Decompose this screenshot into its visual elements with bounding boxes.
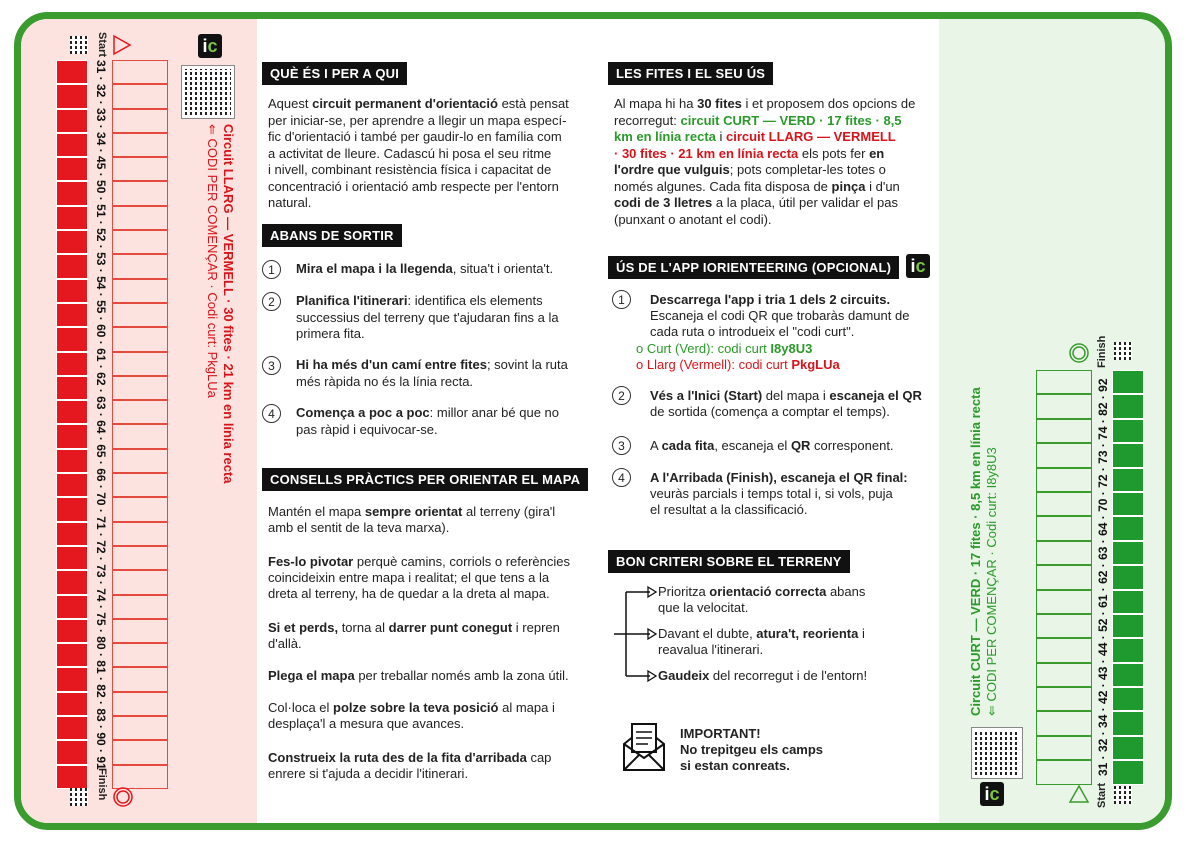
finish-qr-small[interactable]: [70, 788, 88, 806]
text-line: [296, 357, 576, 374]
text-run: recorregut:: [614, 112, 681, 128]
section-title-app: ÚS DE L'APP IORIENTEERING (OPCIONAL): [608, 256, 899, 279]
answer-box: [1112, 736, 1144, 760]
text-run: escaneja el QR: [829, 388, 922, 403]
answer-box: [56, 400, 88, 424]
text-run: torna al: [338, 620, 389, 635]
text-run: Prioritza: [658, 584, 710, 599]
answer-box: [1112, 394, 1144, 418]
answer-box: [1036, 711, 1092, 735]
text-run: i d'un: [865, 178, 900, 194]
text-run: km en línia recta: [614, 129, 716, 144]
text-line: [268, 129, 588, 146]
answer-box: [1112, 711, 1144, 735]
answer-box: [1036, 687, 1092, 711]
answer-box: [112, 230, 168, 254]
step-number: 4: [262, 404, 281, 423]
text-run: corresponent.: [810, 438, 894, 453]
answer-boxes-filled: [56, 60, 88, 789]
text-line: [296, 261, 576, 278]
answer-box: [112, 473, 168, 497]
text-line: [268, 504, 598, 521]
text-line: [614, 146, 944, 163]
text-run: circuit permanent d'orientació: [312, 96, 498, 111]
finish-qr-small[interactable]: [1114, 342, 1132, 360]
answer-box: [112, 740, 168, 764]
answer-box: [56, 206, 88, 230]
answer-box: [1112, 370, 1144, 394]
answer-box: [56, 473, 88, 497]
text-line: [268, 554, 570, 571]
answer-box: [112, 181, 168, 205]
answer-box: [112, 109, 168, 133]
answer-box: [56, 667, 88, 691]
step-number: 1: [612, 290, 631, 309]
text-run: o Llarg (Vermell): codi curt: [636, 357, 792, 372]
step-number: 3: [612, 436, 631, 455]
answer-box: [1036, 370, 1092, 394]
text-line: [614, 195, 944, 212]
answer-box: [56, 643, 88, 667]
text-run: està pensat: [497, 96, 569, 111]
text-run: , situa't i orienta't.: [452, 261, 554, 276]
text-run: circuit LLARG — VERMELL: [726, 129, 896, 144]
text-run: cada fita: [661, 438, 715, 453]
text-run: fic d'orientació i també per gaudir-lo en família com: [268, 129, 562, 144]
abans-item: [296, 405, 576, 438]
text-run: codi de 3 lletres: [614, 195, 713, 210]
text-line: desplaça'l a mesura que avances.: [268, 716, 465, 731]
answer-box: [1036, 492, 1092, 516]
text-run: a activitat de lleure. Cadascú hi posa el seu ritme: [268, 145, 552, 161]
abans-item: [296, 357, 576, 390]
text-line: [614, 212, 944, 229]
answer-box: [112, 522, 168, 546]
answer-box: [112, 303, 168, 327]
text-line: el resultat a la classificació.: [650, 502, 808, 517]
answer-box: [112, 60, 168, 84]
text-run: Fes-lo pivotar: [268, 554, 354, 569]
text-run: A: [650, 438, 662, 453]
text-line: pas ràpid i equivocar-se.: [296, 421, 438, 437]
answer-box: [1036, 760, 1092, 784]
text-line: [268, 146, 588, 163]
answer-box: [112, 643, 168, 667]
text-run: ; sovint la ruta: [486, 357, 568, 372]
answer-box: [1036, 443, 1092, 467]
text-run: natural.: [268, 195, 312, 210]
important-line: si estan conreats.: [680, 758, 790, 773]
text-run: Si et perds,: [268, 620, 339, 635]
text-run: concentració i orientació amb respecte per l'entorn: [268, 178, 559, 194]
text-line: [650, 388, 922, 405]
answer-box: [1112, 638, 1144, 662]
text-run: Col·loca el: [268, 700, 334, 715]
text-line: [614, 113, 944, 130]
text-run: pinça: [831, 178, 866, 194]
answer-box: [112, 570, 168, 594]
answer-box: [56, 546, 88, 570]
answer-box: [1036, 516, 1092, 540]
answer-box: [1036, 468, 1092, 492]
start-triangle-icon: [112, 34, 132, 56]
text-line: [636, 357, 840, 374]
text-run: Hi ha més d'un camí entre fites: [296, 357, 487, 372]
text-run: Plega el mapa: [268, 668, 355, 683]
text-line: successius del terreny que t'ajudaran fins a la primera fita.: [296, 309, 559, 341]
finish-label: Finish: [96, 768, 108, 801]
text-line: més ràpida no és la línia recta.: [296, 373, 474, 389]
text-line: [658, 584, 865, 601]
answer-box: [56, 303, 88, 327]
text-run: QR: [790, 438, 811, 453]
text-run: i repren: [512, 620, 560, 635]
answer-box: [1112, 687, 1144, 711]
text-run: PkgLUa: [791, 357, 840, 372]
text-run: i: [715, 129, 727, 144]
envelope-letter-icon: [620, 722, 668, 774]
text-line: [268, 113, 588, 130]
intro-paragraph: [268, 96, 588, 212]
text-run: circuit CURT — VERD · 17 fites · 8,5: [680, 112, 902, 128]
answer-box: [1112, 443, 1144, 467]
text-run: Construeix la ruta des de la fita d'arribada: [268, 750, 527, 765]
start-label: Start: [1096, 782, 1108, 808]
answer-box: [112, 546, 168, 570]
answer-box: [1112, 468, 1144, 492]
answer-box: [1112, 663, 1144, 687]
answer-box: [1036, 590, 1092, 614]
answer-box: [56, 133, 88, 157]
step-number: 4: [612, 468, 631, 487]
important-title: IMPORTANT!: [680, 726, 761, 741]
text-run: per treballar només amb la zona útil.: [354, 668, 569, 683]
text-run: o Curt (Verd): codi curt: [636, 341, 771, 356]
text-run: , escaneja el: [714, 438, 791, 453]
text-run: Gaudeix: [658, 668, 710, 683]
answer-boxes-filled: [1112, 370, 1144, 785]
text-line: [658, 668, 867, 685]
answer-box: [112, 352, 168, 376]
text-line: [296, 405, 576, 422]
section-title-bon: BON CRITERI SOBRE EL TERRENY: [608, 550, 850, 573]
text-line: [268, 179, 588, 196]
answer-boxes-outline: [1036, 370, 1092, 785]
answer-boxes-outline: [112, 60, 168, 789]
short-circuit-title: Circuit CURT — VERD · 17 fites · 8,5 km en línia recta: [968, 387, 983, 716]
text-run: Mantén el mapa: [268, 504, 365, 519]
answer-box: [56, 254, 88, 278]
long-circuit-qr[interactable]: [182, 66, 234, 118]
text-run: 30 fites: [697, 96, 742, 111]
answer-box: [112, 400, 168, 424]
step-number: 2: [612, 386, 631, 405]
answer-box: [56, 497, 88, 521]
text-line: [268, 195, 588, 212]
answer-box: [1112, 541, 1144, 565]
text-run: (punxant o anotant el codi).: [614, 211, 772, 227]
text-run: en: [869, 145, 885, 161]
iorienteering-logo-icon: i c: [198, 34, 222, 58]
text-run: Davant el dubte,: [658, 626, 757, 641]
step-number: 3: [262, 356, 281, 375]
text-line: [268, 96, 588, 113]
answer-box: [56, 230, 88, 254]
answer-box: [1036, 394, 1092, 418]
answer-box: [112, 667, 168, 691]
answer-box: [112, 424, 168, 448]
text-run: Al mapa hi ha: [614, 96, 698, 111]
text-run: ; pots completar-les totes o: [729, 162, 886, 177]
answer-box: [112, 84, 168, 108]
text-line: amb el sentit de la teva marxa).: [268, 520, 450, 535]
finish-circle-icon: [1068, 342, 1090, 364]
answer-box: [1036, 565, 1092, 589]
text-line: reavalua l'itinerari.: [658, 642, 764, 657]
answer-box: [112, 279, 168, 303]
answer-box: [112, 157, 168, 181]
text-line: de sortida (comença a comptar el temps).: [650, 404, 890, 419]
text-run: al terreny (gira'l: [462, 504, 556, 519]
control-numbers: 31 · 32 · 34 · 42 · 43 · 44 · 52 · 61 · 62 · 63 · 64 · 70 · 72 · 73 · 74 · 82 · 92: [1096, 378, 1110, 776]
start-qr-small[interactable]: [70, 36, 88, 54]
answer-box: [1112, 590, 1144, 614]
start-qr-small[interactable]: [1114, 786, 1132, 804]
answer-box: [56, 740, 88, 764]
text-run: i et proposem dos opcions de: [741, 96, 916, 111]
text-run: al mapa i: [498, 700, 555, 715]
iorienteering-logo-icon: i c: [980, 782, 1004, 806]
text-line: [614, 129, 944, 146]
text-line: [614, 162, 944, 179]
answer-box: [1036, 614, 1092, 638]
control-numbers: 31 · 32 · 33 · 34 · 45 · 50 · 51 · 52 · 53 · 54 · 55 · 60 · 61 · 62 · 63 · 64 · 65 · 66 · 70 · 71 · 72 · 73 · 74 · 75 · 80 · 81 · 82 · 83 · 90 · 91: [94, 60, 108, 770]
answer-box: [56, 595, 88, 619]
text-run: i nivell, combinant resistència física i capacitat de: [268, 162, 552, 177]
answer-box: [112, 206, 168, 230]
abans-item: [296, 293, 576, 343]
text-run: abans: [826, 584, 866, 599]
text-line: [614, 179, 944, 196]
text-line: A l'Arribada (Finish), escaneja el QR final:: [650, 470, 908, 485]
important-note: [680, 726, 823, 774]
text-run: atura't, reorienta: [756, 626, 859, 641]
text-line: Escaneja el codi QR que trobaràs damunt de: [650, 308, 910, 323]
finish-label: Finish: [1096, 335, 1108, 368]
text-run: només algunes. Cada fita disposa de: [614, 178, 832, 194]
text-run: · 30 fites · 21 km en línia recta: [614, 145, 799, 161]
text-run: sempre orientat: [364, 504, 463, 519]
text-line: cada ruta o introdueix el "codi curt".: [650, 324, 855, 339]
answer-box: [1112, 614, 1144, 638]
text-run: del mapa i: [762, 388, 830, 403]
text-run: perquè camins, corriols o referències: [353, 554, 571, 569]
answer-box: [112, 497, 168, 521]
branch-arrows-icon: [612, 584, 658, 684]
answer-box: [112, 716, 168, 740]
section-title-que-es: QUÈ ÉS I PER A QUI: [262, 62, 407, 85]
answer-box: [1112, 492, 1144, 516]
answer-box: [56, 449, 88, 473]
fites-paragraph: [614, 96, 944, 228]
text-run: cap: [526, 750, 552, 765]
text-run: : identifica els elements: [407, 293, 543, 308]
answer-box: [1036, 419, 1092, 443]
important-line: No trepitgeu els camps: [680, 742, 824, 757]
long-circuit-title: Circuit LLARG — VERMELL · 30 fites · 21 km en línia recta: [221, 124, 236, 484]
text-line: [636, 341, 812, 358]
text-run: per iniciar-se, per aprendre a llegir un mapa especí-: [268, 112, 567, 128]
answer-box: [56, 570, 88, 594]
text-run: Planifica l'itinerari: [296, 293, 408, 308]
answer-box: [56, 716, 88, 740]
answer-box: [56, 279, 88, 303]
answer-box: [56, 352, 88, 376]
text-run: a la placa, útil per validar el pas: [712, 195, 898, 210]
step-number: 2: [262, 292, 281, 311]
text-line: d'allà.: [268, 636, 302, 651]
answer-box: [112, 376, 168, 400]
answer-box: [56, 327, 88, 351]
text-line: [650, 438, 894, 455]
text-line: [614, 96, 944, 113]
start-label: Start: [96, 32, 108, 58]
start-triangle-icon: [1068, 784, 1090, 804]
text-line: [268, 162, 588, 179]
answer-box: [112, 133, 168, 157]
answer-box: [56, 60, 88, 84]
abans-item: [296, 261, 576, 278]
answer-box: [112, 595, 168, 619]
text-run: els pots fer: [798, 145, 870, 161]
text-run: : millor anar bé que no: [429, 405, 560, 420]
answer-box: [112, 619, 168, 643]
answer-box: [56, 522, 88, 546]
answer-box: [1036, 638, 1092, 662]
text-line: dreta al terreny, ha de quedar a la dreta al mapa.: [268, 586, 550, 601]
answer-box: [56, 84, 88, 108]
short-circuit-code: ⇐ CODI PER COMENÇAR · Codi curt: I8y8U3: [984, 447, 999, 716]
finish-circle-icon: [112, 786, 134, 808]
text-run: Aquest: [268, 96, 313, 111]
text-line: coincideixin entre mapa i realitat; el que tens a la: [268, 570, 550, 585]
answer-box: [1036, 736, 1092, 760]
section-title-consells: CONSELLS PRÀCTICS PER ORIENTAR EL MAPA: [262, 468, 588, 491]
answer-box: [56, 109, 88, 133]
text-run: Mira el mapa i la llegenda: [296, 261, 453, 276]
text-line: enrere si t'ajuda a decidir l'itinerari.: [268, 766, 469, 781]
text-line: veuràs parcials i temps total i, si vols, puja: [650, 486, 893, 501]
text-line: Descarrega l'app i tria 1 dels 2 circuits.: [650, 292, 891, 307]
short-circuit-qr[interactable]: [972, 728, 1022, 778]
text-run: polze sobre la teva posició: [333, 700, 499, 715]
answer-box: [112, 692, 168, 716]
text-line: [268, 620, 560, 637]
answer-box: [1112, 516, 1144, 540]
answer-box: [56, 765, 88, 789]
text-run: Vés a l'Inici (Start): [650, 388, 763, 403]
section-title-fites: LES FITES I EL SEU ÚS: [608, 62, 773, 85]
answer-box: [56, 376, 88, 400]
section-title-abans: ABANS DE SORTIR: [262, 224, 402, 247]
text-line: que la velocitat.: [658, 600, 749, 615]
text-line: [268, 700, 555, 717]
answer-box: [1036, 541, 1092, 565]
iorienteering-logo-icon: i c: [906, 254, 930, 278]
text-run: Comença a poc a poc: [296, 405, 430, 420]
text-run: i: [858, 626, 865, 641]
answer-box: [1112, 565, 1144, 589]
step-number: 1: [262, 260, 281, 279]
text-line: [296, 293, 576, 310]
long-circuit-code: ⇐ CODI PER COMENÇAR · Codi curt: PkgLUa: [205, 124, 220, 398]
answer-box: [1036, 663, 1092, 687]
answer-box: [112, 254, 168, 278]
text-run: del recorregut i de l'entorn!: [709, 668, 868, 683]
text-run: I8y8U3: [770, 341, 813, 356]
answer-box: [56, 692, 88, 716]
answer-box: [56, 181, 88, 205]
answer-box: [56, 424, 88, 448]
answer-box: [56, 619, 88, 643]
answer-box: [1112, 760, 1144, 784]
answer-box: [56, 157, 88, 181]
answer-box: [112, 327, 168, 351]
text-line: [268, 750, 551, 767]
answer-box: [1112, 419, 1144, 443]
text-run: orientació correcta: [709, 584, 827, 599]
text-line: [268, 668, 569, 685]
answer-box: [112, 449, 168, 473]
text-line: [658, 626, 865, 643]
text-run: l'ordre que vulguis: [614, 162, 730, 177]
text-run: darrer punt conegut: [388, 620, 513, 635]
